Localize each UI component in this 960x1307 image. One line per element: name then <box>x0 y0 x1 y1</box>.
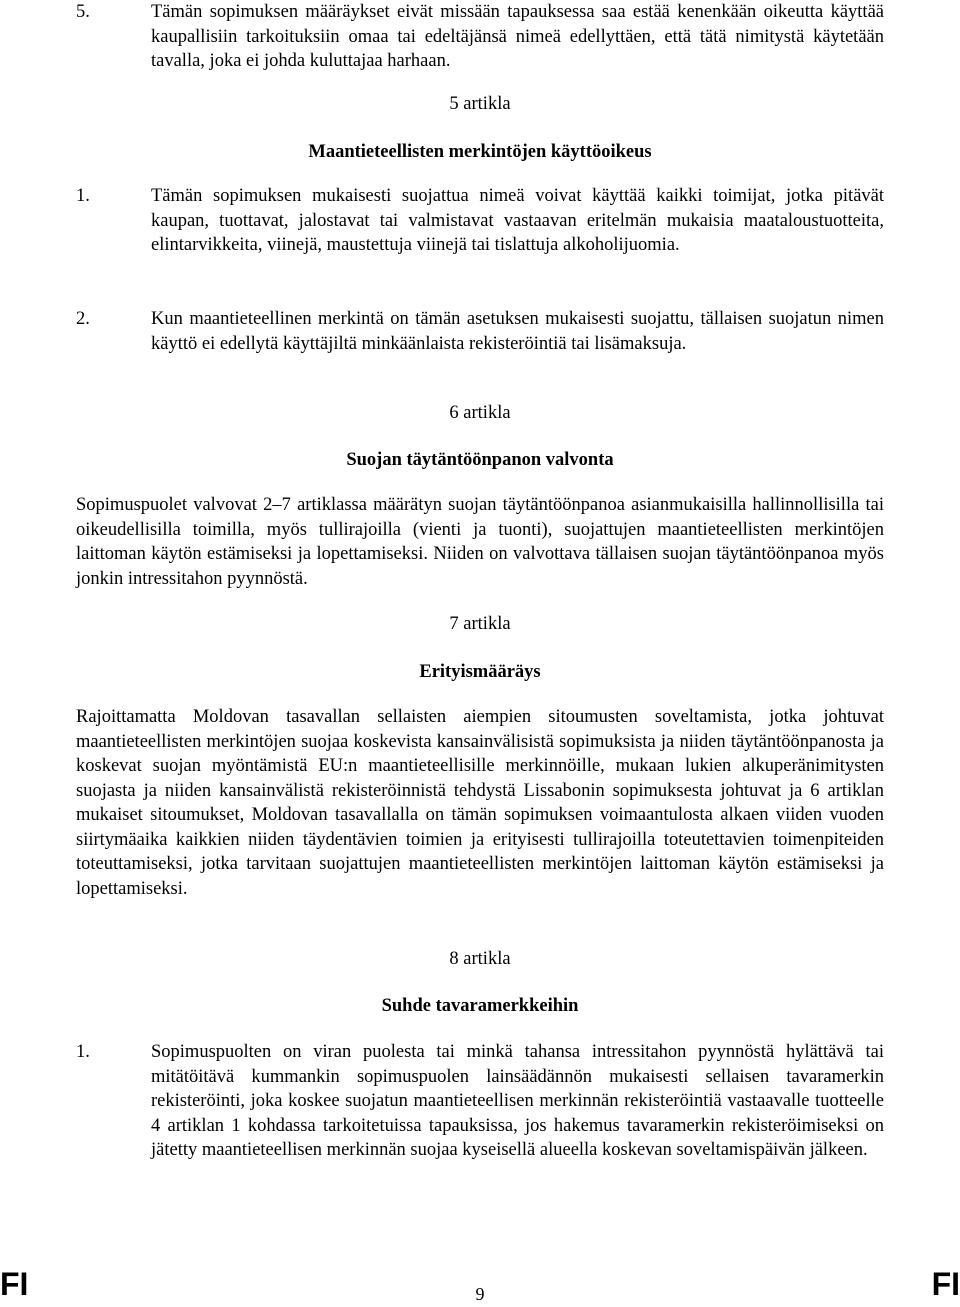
paragraph-number: 1. <box>76 186 90 206</box>
paragraph-text: Tämän sopimuksen määräykset eivät missään tapauksessa saa estää kenenkään oikeutta käyttää kaupallisiin tarkoituksiin omaa tai edeltäjänsä nimeä edellyttäen, että tätä nimitystä käytetään tavalla, joka ei johda kuluttajaa harhaan. <box>151 2 884 71</box>
article-heading: 7 artikla <box>449 614 511 634</box>
article-heading: 8 artikla <box>449 949 511 969</box>
article-heading: 5 artikla <box>449 94 511 114</box>
paragraph-number: 5. <box>76 2 90 22</box>
paragraph-text: Sopimuspuolten on viran puolesta tai minkä tahansa intressitahon pyynnöstä hylättävä tai mitätöitävä kummankin sopimuspuolen lainsäädännön mukaisesti sellaisen tavaramerkin rekisteröinti, joka koskee suojatun maantieteellisen merkinnän rekisteröintiä vastaavalle tuotteelle 4 artiklan 1 kohdassa tarkoitetuissa tapauksissa, jos hakemus tavaramerkin rekisteröimiseksi on jätetty maantieteellisen merkinnän suojaa kyseisellä alueella koskevan soveltamispäivän jälkeen. <box>151 1042 884 1160</box>
paragraph-text: Sopimuspuolet valvovat 2–7 artiklassa määrätyn suojan täytäntöönpanoa asianmukaisilla hallinnollisilla tai oikeudellisilla toimilla, myös tullirajoilla (vienti ja tuonti), suojattujen maantieteellisten merkintöjen laittoman käytön estämiseksi ja lopettamiseksi. Niiden on valvottava tällaisen suojan täytäntöönpanoa myös jonkin intressitahon pyynnöstä. <box>76 495 884 589</box>
paragraph-text: Tämän sopimuksen mukaisesti suojattua nimeä voivat käyttää kaikki toimijat, jotka pitävät kaupan, tuottavat, jalostavat tai valmistavat vastaavan eritelmän mukaisia maataloustuotteita, elintarvikkeita, viinejä, maustettuja viinejä tai tislattuja alkoholijuomia. <box>151 186 884 255</box>
footer-language-left: FI <box>0 1266 29 1302</box>
paragraph-text: Rajoittamatta Moldovan tasavallan sellaisten aiempien sitoumusten soveltamista, jotka johtuvat maantieteellisten merkintöjen suojaa koskevista kansainvälisistä sopimuksista ja niiden täytäntöönpanosta ja koskevat suojan myöntämistä EU:n maantieteellisille merkinnöille, mukaan lukien alkuperänimitysten suojasta ja niiden kansainvälistä rekisteröinnistä tehdystä Lissabonin sopimuksesta johtuvat ja 6 artiklan mukaiset sitoumukset, Moldovan tasavallalla on tämän sopimuksen voimaantulosta alkaen viiden vuoden siirtymäaika kaikkien niiden täydentävien toimien ja erityisesti tullirajoilla toteutettavien toimenpiteiden toteuttamiseksi, jotka tarvitaan suojattujen maantieteellisten merkintöjen laittoman käytön estämiseksi ja lopettamiseksi. <box>76 707 884 899</box>
footer-language-right: FI <box>931 1266 960 1302</box>
paragraph-text: Kun maantieteellinen merkintä on tämän asetuksen mukaisesti suojattu, tällaisen suojatun nimen käyttö ei edellytä käyttäjiltä minkäänlaista rekisteröintiä tai lisämaksuja. <box>151 309 884 354</box>
article-title: Suojan täytäntöönpanon valvonta <box>346 450 614 470</box>
article-title: Maantieteellisten merkintöjen käyttöoikeus <box>308 142 652 162</box>
paragraph-number: 2. <box>76 309 90 329</box>
article-heading: 6 artikla <box>449 403 511 423</box>
article-title: Erityismääräys <box>419 662 541 682</box>
page-number: 9 <box>475 1284 485 1304</box>
article-title: Suhde tavaramerkkeihin <box>381 996 579 1016</box>
paragraph-number: 1. <box>76 1042 90 1062</box>
